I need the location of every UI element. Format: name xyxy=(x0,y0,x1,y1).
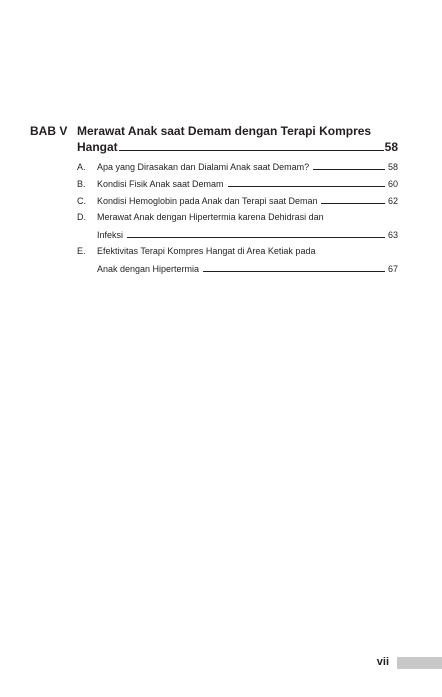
entry-page-number: 63 xyxy=(387,230,398,240)
entry-title: Apa yang Dirasakan dan Dialami Anak saat Demam? xyxy=(97,162,310,172)
toc-entry-e-line1[interactable] xyxy=(77,246,398,256)
entry-title: Kondisi Fisik Anak saat Demam xyxy=(97,179,224,189)
entry-title-continued: Infeksi xyxy=(97,230,124,240)
toc-entry-a[interactable] xyxy=(77,161,398,172)
page-tab-bar xyxy=(397,657,442,669)
dot-leader xyxy=(203,263,385,272)
entry-letter: E. xyxy=(77,246,86,256)
chapter-title-row[interactable] xyxy=(77,140,398,154)
chapter-title-line2: Hangat xyxy=(77,140,118,154)
toc-entry-c[interactable] xyxy=(77,195,398,206)
entry-letter: C. xyxy=(77,196,86,206)
dot-leader xyxy=(321,195,385,204)
entry-title: Kondisi Hemoglobin pada Anak dan Terapi saat Deman xyxy=(97,196,318,206)
dot-leader xyxy=(228,178,385,187)
entry-letter: B. xyxy=(77,179,86,189)
toc-entry-d-line2[interactable] xyxy=(77,229,398,240)
chapter-title-line1: Merawat Anak saat Demam dengan Terapi Kompres xyxy=(77,124,372,138)
page-number: vii xyxy=(376,656,389,668)
dot-leader xyxy=(313,161,385,170)
chapter-label: BAB V xyxy=(30,124,68,138)
entry-page-number: 60 xyxy=(387,179,398,189)
chapter-page-number: 58 xyxy=(384,140,398,154)
entry-page-number: 58 xyxy=(387,162,398,172)
entry-page-number: 62 xyxy=(387,196,398,206)
entry-title: Efektivitas Terapi Kompres Hangat di Area Ketiak pada xyxy=(97,246,316,256)
toc-entry-e-line2[interactable] xyxy=(77,263,398,274)
dot-leader xyxy=(119,140,384,151)
dot-leader xyxy=(127,229,385,238)
toc-entry-b[interactable] xyxy=(77,178,398,189)
entry-letter: A. xyxy=(77,162,86,172)
entry-page-number: 67 xyxy=(387,264,398,274)
entry-title: Merawat Anak dengan Hipertermia karena Dehidrasi dan xyxy=(97,212,324,222)
entry-title-continued: Anak dengan Hipertermia xyxy=(97,264,200,274)
entry-letter: D. xyxy=(77,212,86,222)
toc-entry-d-line1[interactable] xyxy=(77,212,398,222)
